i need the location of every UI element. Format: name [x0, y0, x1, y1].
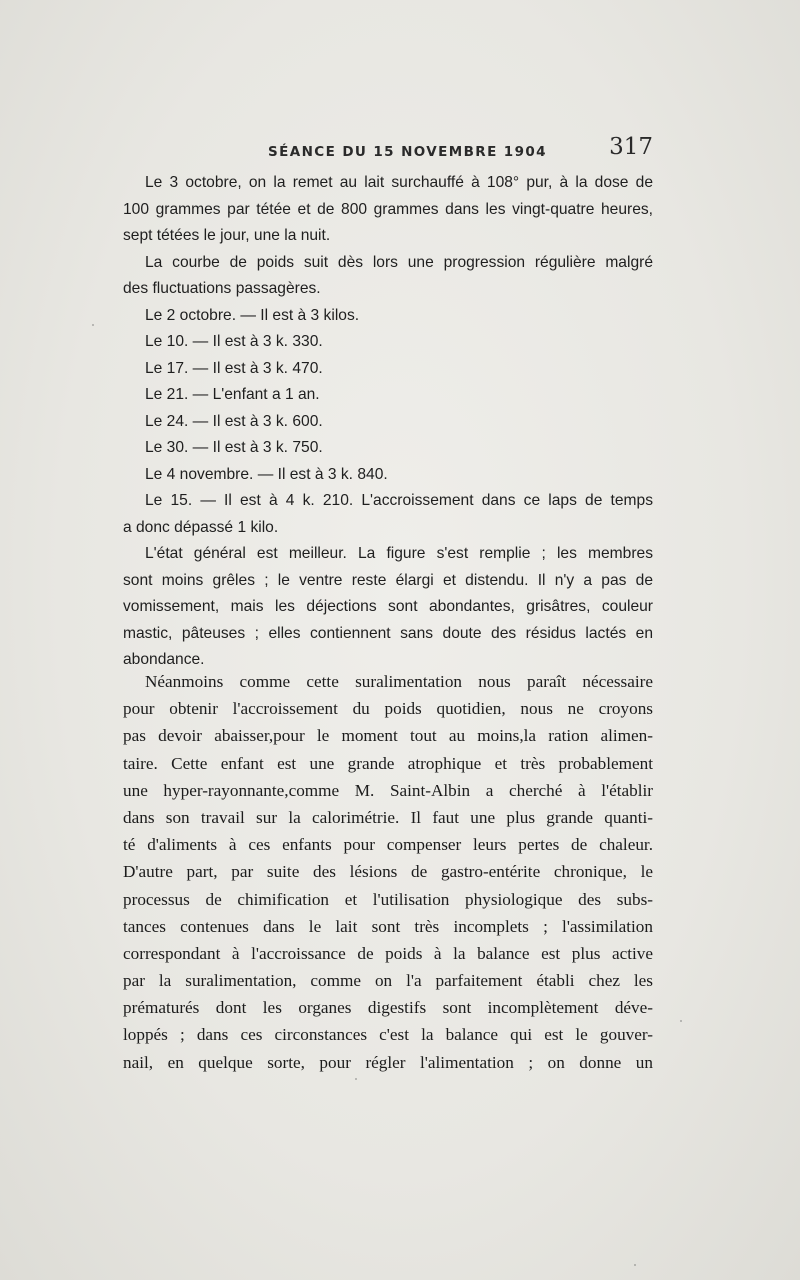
text-line: prématurés dont les organes digestifs sont incomplètement déve- [123, 998, 653, 1018]
text-line: Néanmoins comme cette suralimentation nous paraît nécessaire [145, 672, 653, 691]
commentary [123, 668, 653, 1076]
text-line: La courbe de poids suit dès lors une progression régulière malgré [145, 253, 653, 271]
paper-speck [92, 324, 94, 326]
text-line: abondance. [123, 651, 205, 668]
text-line: loppés ; dans ces circonstances c'est la balance qui est le gouver- [123, 1025, 653, 1045]
paper-speck [634, 1264, 636, 1266]
weight-entry: Le 4 novembre. — Il est à 3 k. 840. [145, 465, 388, 483]
weight-entry: Le 15. — Il est à 4 k. 210. L'accroissement dans ce laps de temps [145, 492, 653, 509]
text-line: taire. Cette enfant est une grande atrophique et très probablement [123, 753, 653, 773]
text-line: vomissement, mais les déjections sont abondantes, grisâtres, couleur [123, 598, 653, 615]
text-line: pas devoir abaisser,pour le moment tout au moins,la ration alimen- [123, 726, 653, 746]
text-line: dans son travail sur la calorimétrie. Il faut une plus grande quanti- [123, 807, 653, 827]
text-line: correspondant à l'accroissance de poids à la balance est plus active [123, 943, 653, 963]
text-line: par la suralimentation, comme on l'a parfaitement établi chez les [123, 971, 653, 991]
weight-entry: Le 17. — Il est à 3 k. 470. [145, 359, 323, 377]
text-line: té d'aliments à ces enfants pour compenser leurs pertes de chaleur. [123, 835, 653, 855]
text-line: sont moins grêles ; le ventre reste élargi et distendu. Il n'y a pas de [123, 571, 653, 589]
text-line: Le 3 octobre, on la remet au lait surchauffé à 108° pur, à la dose de [145, 174, 653, 191]
paper-speck [680, 1020, 682, 1022]
text-line: des fluctuations passagères. [123, 280, 321, 297]
weight-entry: Le 30. — Il est à 3 k. 750. [145, 439, 323, 456]
case-notes [123, 170, 653, 674]
text-line: une hyper-rayonnante,comme M. Saint-Albin a cherché à l'établir [123, 780, 653, 800]
weight-entry: Le 21. — L'enfant a 1 an. [145, 386, 320, 403]
text-line: L'état général est meilleur. La figure s'est remplie ; les membres [145, 545, 653, 562]
running-header [120, 128, 655, 168]
text-line: tances contenues dans le lait sont très incomplets ; l'assimilation [123, 916, 653, 936]
weight-entry: Le 24. — Il est à 3 k. 600. [145, 412, 323, 430]
text-line: processus de chimification et l'utilisation physiologique des subs- [123, 889, 653, 909]
weight-entry: Le 2 octobre. — Il est à 3 kilos. [145, 306, 360, 324]
paper-speck [355, 1078, 357, 1080]
text-line: mastic, pâteuses ; elles contiennent sans doute des résidus lactés en [123, 624, 653, 642]
text-line: nail, en quelque sorte, pour régler l'alimentation ; on donne un [123, 1052, 653, 1072]
text-line: 100 grammes par tétée et de 800 grammes dans les vingt-quatre heures, [123, 200, 653, 218]
text-line: D'autre part, par suite des lésions de gastro-entérite chronique, le [123, 862, 653, 882]
running-title: SÉANCE DU 15 NOVEMBRE 1904 [268, 144, 547, 160]
text-line: a donc dépassé 1 kilo. [123, 518, 279, 536]
text-line: pour obtenir l'accroissement du poids quotidien, nous ne croyons [123, 699, 653, 719]
page-number: 317 [609, 134, 653, 160]
weight-entry: Le 10. — Il est à 3 k. 330. [145, 333, 323, 350]
text-line: sept tétées le jour, une la nuit. [123, 227, 331, 244]
